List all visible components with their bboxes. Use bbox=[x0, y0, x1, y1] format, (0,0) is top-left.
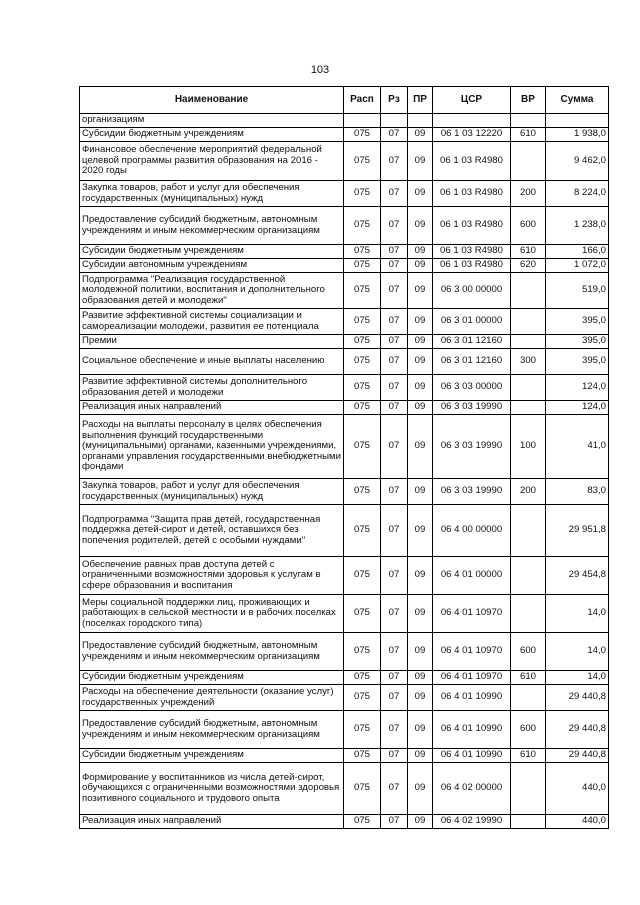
table-row bbox=[80, 335, 609, 349]
cell-vr: 300 bbox=[511, 349, 546, 375]
table-row bbox=[80, 815, 609, 829]
cell-rasp: 075 bbox=[344, 207, 381, 245]
cell-csr: 06 4 01 10990 bbox=[433, 711, 511, 749]
cell-sum: 1 238,0 bbox=[546, 207, 609, 245]
cell-csr bbox=[433, 114, 511, 128]
cell-rasp: 075 bbox=[344, 128, 381, 142]
table-row bbox=[80, 557, 609, 595]
cell-csr: 06 1 03 R4980 bbox=[433, 142, 511, 181]
cell-rz: 07 bbox=[381, 375, 408, 401]
table-row bbox=[80, 114, 609, 128]
cell-vr bbox=[511, 375, 546, 401]
cell-sum: 440,0 bbox=[546, 763, 609, 815]
cell-pr: 09 bbox=[408, 245, 433, 259]
cell-vr bbox=[511, 685, 546, 711]
cell-name: Премии bbox=[80, 335, 344, 349]
cell-name: организациям bbox=[80, 114, 344, 128]
cell-rasp: 075 bbox=[344, 309, 381, 335]
cell-name: Субсидии бюджетным учреждениям bbox=[80, 749, 344, 763]
cell-sum: 395,0 bbox=[546, 309, 609, 335]
cell-rasp: 075 bbox=[344, 685, 381, 711]
header-pr: ПР bbox=[408, 87, 433, 114]
cell-name: Меры социальной поддержки лиц, проживающих и работающих в сельской местности и в рабочих поселках (поселках городского типа) bbox=[80, 595, 344, 633]
cell-rasp: 075 bbox=[344, 273, 381, 309]
cell-rz: 07 bbox=[381, 685, 408, 711]
header-sum: Сумма bbox=[546, 87, 609, 114]
budget-table bbox=[79, 86, 609, 829]
cell-rz: 07 bbox=[381, 505, 408, 557]
cell-vr bbox=[511, 557, 546, 595]
cell-rasp: 075 bbox=[344, 763, 381, 815]
cell-rasp: 075 bbox=[344, 415, 381, 479]
cell-csr: 06 4 02 19990 bbox=[433, 815, 511, 829]
cell-csr: 06 3 01 00000 bbox=[433, 309, 511, 335]
cell-vr bbox=[511, 309, 546, 335]
cell-rasp: 075 bbox=[344, 401, 381, 415]
table-row bbox=[80, 505, 609, 557]
cell-csr: 06 3 03 00000 bbox=[433, 375, 511, 401]
cell-vr: 610 bbox=[511, 245, 546, 259]
cell-csr: 06 3 03 19990 bbox=[433, 479, 511, 505]
cell-vr bbox=[511, 114, 546, 128]
cell-pr: 09 bbox=[408, 633, 433, 671]
cell-name: Подпрограмма "Защита прав детей, государственная поддержка детей-сирот и детей, оставшихся без попечения родителей, детей с особыми нуждами" bbox=[80, 505, 344, 557]
table-row bbox=[80, 273, 609, 309]
cell-rasp: 075 bbox=[344, 349, 381, 375]
cell-vr: 600 bbox=[511, 207, 546, 245]
header-csr: ЦСР bbox=[433, 87, 511, 114]
cell-vr: 600 bbox=[511, 711, 546, 749]
cell-pr: 09 bbox=[408, 207, 433, 245]
cell-name: Субсидии бюджетным учреждениям bbox=[80, 128, 344, 142]
cell-name: Предоставление субсидий бюджетным, автономным учреждениям и иным некоммерческим организациям bbox=[80, 207, 344, 245]
cell-rasp: 075 bbox=[344, 557, 381, 595]
table-row bbox=[80, 207, 609, 245]
cell-csr: 06 3 03 19990 bbox=[433, 415, 511, 479]
table-row bbox=[80, 181, 609, 207]
table-row bbox=[80, 633, 609, 671]
cell-vr: 610 bbox=[511, 128, 546, 142]
table-row bbox=[80, 685, 609, 711]
cell-rz: 07 bbox=[381, 749, 408, 763]
cell-pr: 09 bbox=[408, 685, 433, 711]
cell-sum: 14,0 bbox=[546, 671, 609, 685]
cell-rz: 07 bbox=[381, 207, 408, 245]
cell-sum: 14,0 bbox=[546, 595, 609, 633]
cell-name: Развитие эффективной системы социализации и самореализации молодежи, развития ее потенциала bbox=[80, 309, 344, 335]
cell-pr: 09 bbox=[408, 763, 433, 815]
cell-rasp: 075 bbox=[344, 815, 381, 829]
cell-vr: 620 bbox=[511, 259, 546, 273]
cell-rz: 07 bbox=[381, 557, 408, 595]
cell-vr bbox=[511, 273, 546, 309]
cell-pr: 09 bbox=[408, 415, 433, 479]
cell-csr: 06 1 03 R4980 bbox=[433, 245, 511, 259]
table-row bbox=[80, 711, 609, 749]
cell-sum: 440,0 bbox=[546, 815, 609, 829]
cell-sum: 9 462,0 bbox=[546, 142, 609, 181]
cell-sum: 83,0 bbox=[546, 479, 609, 505]
cell-rz bbox=[381, 114, 408, 128]
cell-name: Закупка товаров, работ и услуг для обеспечения государственных (муниципальных) нужд bbox=[80, 479, 344, 505]
cell-sum bbox=[546, 114, 609, 128]
cell-pr: 09 bbox=[408, 309, 433, 335]
cell-pr bbox=[408, 114, 433, 128]
cell-rz: 07 bbox=[381, 633, 408, 671]
table-row bbox=[80, 479, 609, 505]
cell-pr: 09 bbox=[408, 595, 433, 633]
cell-sum: 8 224,0 bbox=[546, 181, 609, 207]
header-rasp: Расп bbox=[344, 87, 381, 114]
cell-rasp: 075 bbox=[344, 259, 381, 273]
cell-rz: 07 bbox=[381, 245, 408, 259]
cell-csr: 06 3 01 12160 bbox=[433, 335, 511, 349]
table-row bbox=[80, 749, 609, 763]
header-vr: ВР bbox=[511, 87, 546, 114]
cell-sum: 395,0 bbox=[546, 335, 609, 349]
cell-csr: 06 3 03 19990 bbox=[433, 401, 511, 415]
cell-vr: 610 bbox=[511, 749, 546, 763]
cell-name: Расходы на выплаты персоналу в целях обеспечения выполнения функций государственными (муниципальными) органами, казенными учреждениями, органами управления государственными внебюджетными фондами bbox=[80, 415, 344, 479]
cell-rz: 07 bbox=[381, 142, 408, 181]
table-row bbox=[80, 401, 609, 415]
cell-name: Развитие эффективной системы дополнительного образования детей и молодежи bbox=[80, 375, 344, 401]
cell-sum: 14,0 bbox=[546, 633, 609, 671]
cell-pr: 09 bbox=[408, 557, 433, 595]
cell-name: Субсидии бюджетным учреждениям bbox=[80, 671, 344, 685]
cell-vr: 610 bbox=[511, 671, 546, 685]
cell-name: Реализация иных направлений bbox=[80, 401, 344, 415]
cell-pr: 09 bbox=[408, 375, 433, 401]
cell-pr: 09 bbox=[408, 273, 433, 309]
cell-rz: 07 bbox=[381, 815, 408, 829]
cell-sum: 29 454,8 bbox=[546, 557, 609, 595]
cell-sum: 29 440,8 bbox=[546, 685, 609, 711]
cell-rz: 07 bbox=[381, 671, 408, 685]
cell-csr: 06 1 03 R4980 bbox=[433, 207, 511, 245]
cell-pr: 09 bbox=[408, 259, 433, 273]
table-row bbox=[80, 309, 609, 335]
table-body bbox=[80, 114, 609, 829]
table-row bbox=[80, 671, 609, 685]
cell-rasp: 075 bbox=[344, 711, 381, 749]
cell-csr: 06 4 01 00000 bbox=[433, 557, 511, 595]
cell-rz: 07 bbox=[381, 309, 408, 335]
cell-sum: 124,0 bbox=[546, 375, 609, 401]
cell-csr: 06 3 00 00000 bbox=[433, 273, 511, 309]
header-name: Наименование bbox=[80, 87, 344, 114]
cell-csr: 06 1 03 R4980 bbox=[433, 181, 511, 207]
cell-name: Реализация иных направлений bbox=[80, 815, 344, 829]
cell-vr bbox=[511, 335, 546, 349]
cell-sum: 1 938,0 bbox=[546, 128, 609, 142]
cell-pr: 09 bbox=[408, 401, 433, 415]
cell-rz: 07 bbox=[381, 711, 408, 749]
cell-name: Формирование у воспитанников из числа детей-сирот, обучающихся с ограниченными возможностями здоровья позитивного социального и трудового опыта bbox=[80, 763, 344, 815]
cell-csr: 06 4 01 10990 bbox=[433, 685, 511, 711]
cell-csr: 06 3 01 12160 bbox=[433, 349, 511, 375]
cell-csr: 06 4 01 10990 bbox=[433, 749, 511, 763]
cell-rasp: 075 bbox=[344, 633, 381, 671]
cell-sum: 29 440,8 bbox=[546, 711, 609, 749]
cell-name: Расходы на обеспечение деятельности (оказание услуг) государственных учреждений bbox=[80, 685, 344, 711]
cell-rasp: 075 bbox=[344, 181, 381, 207]
table-row bbox=[80, 349, 609, 375]
table-row bbox=[80, 245, 609, 259]
cell-sum: 29 440,8 bbox=[546, 749, 609, 763]
cell-name: Социальное обеспечение и иные выплаты населению bbox=[80, 349, 344, 375]
cell-vr bbox=[511, 815, 546, 829]
cell-rz: 07 bbox=[381, 128, 408, 142]
cell-rasp: 075 bbox=[344, 595, 381, 633]
cell-vr: 100 bbox=[511, 415, 546, 479]
cell-rasp: 075 bbox=[344, 375, 381, 401]
cell-rz: 07 bbox=[381, 181, 408, 207]
table-row bbox=[80, 415, 609, 479]
table-row bbox=[80, 763, 609, 815]
cell-rasp: 075 bbox=[344, 749, 381, 763]
cell-pr: 09 bbox=[408, 335, 433, 349]
cell-vr: 200 bbox=[511, 181, 546, 207]
cell-rz: 07 bbox=[381, 349, 408, 375]
cell-sum: 519,0 bbox=[546, 273, 609, 309]
cell-name: Подпрограмма "Реализация государственной молодежной политики, воспитания и дополнительного образования детей и молодежи" bbox=[80, 273, 344, 309]
cell-rz: 07 bbox=[381, 273, 408, 309]
cell-rasp: 075 bbox=[344, 505, 381, 557]
cell-vr bbox=[511, 763, 546, 815]
cell-pr: 09 bbox=[408, 711, 433, 749]
cell-csr: 06 1 03 12220 bbox=[433, 128, 511, 142]
cell-rasp: 075 bbox=[344, 671, 381, 685]
cell-pr: 09 bbox=[408, 671, 433, 685]
table-row bbox=[80, 375, 609, 401]
cell-csr: 06 4 01 10970 bbox=[433, 633, 511, 671]
table-row bbox=[80, 259, 609, 273]
cell-name: Закупка товаров, работ и услуг для обеспечения государственных (муниципальных) нужд bbox=[80, 181, 344, 207]
cell-csr: 06 4 02 00000 bbox=[433, 763, 511, 815]
cell-name: Субсидии бюджетным учреждениям bbox=[80, 245, 344, 259]
cell-pr: 09 bbox=[408, 142, 433, 181]
cell-pr: 09 bbox=[408, 349, 433, 375]
cell-vr bbox=[511, 142, 546, 181]
cell-rasp: 075 bbox=[344, 245, 381, 259]
cell-vr bbox=[511, 595, 546, 633]
cell-sum: 1 072,0 bbox=[546, 259, 609, 273]
cell-rz: 07 bbox=[381, 595, 408, 633]
table-row bbox=[80, 142, 609, 181]
cell-rz: 07 bbox=[381, 259, 408, 273]
cell-rz: 07 bbox=[381, 401, 408, 415]
cell-pr: 09 bbox=[408, 128, 433, 142]
cell-vr: 200 bbox=[511, 479, 546, 505]
cell-csr: 06 4 01 10970 bbox=[433, 595, 511, 633]
cell-name: Субсидии автономным учреждениям bbox=[80, 259, 344, 273]
cell-name: Предоставление субсидий бюджетным, автономным учреждениям и иным некоммерческим организациям bbox=[80, 633, 344, 671]
cell-sum: 395,0 bbox=[546, 349, 609, 375]
cell-rasp: 075 bbox=[344, 142, 381, 181]
cell-csr: 06 1 03 R4980 bbox=[433, 259, 511, 273]
cell-rz: 07 bbox=[381, 763, 408, 815]
table-header-row bbox=[80, 87, 609, 114]
cell-sum: 166,0 bbox=[546, 245, 609, 259]
cell-name: Предоставление субсидий бюджетным, автономным учреждениям и иным некоммерческим организациям bbox=[80, 711, 344, 749]
cell-pr: 09 bbox=[408, 181, 433, 207]
cell-rz: 07 bbox=[381, 335, 408, 349]
cell-rz: 07 bbox=[381, 415, 408, 479]
cell-name: Обеспечение равных прав доступа детей с ограниченными возможностями здоровья к услугам в сфере образования и воспитания bbox=[80, 557, 344, 595]
cell-rasp: 075 bbox=[344, 335, 381, 349]
cell-pr: 09 bbox=[408, 749, 433, 763]
cell-rz: 07 bbox=[381, 479, 408, 505]
table-row bbox=[80, 595, 609, 633]
cell-rasp bbox=[344, 114, 381, 128]
cell-pr: 09 bbox=[408, 505, 433, 557]
cell-csr: 06 4 01 10970 bbox=[433, 671, 511, 685]
cell-csr: 06 4 00 00000 bbox=[433, 505, 511, 557]
cell-rasp: 075 bbox=[344, 479, 381, 505]
cell-vr: 600 bbox=[511, 633, 546, 671]
cell-pr: 09 bbox=[408, 815, 433, 829]
cell-name: Финансовое обеспечение мероприятий федеральной целевой программы развития образования на 2016 - 2020 годы bbox=[80, 142, 344, 181]
table-row bbox=[80, 128, 609, 142]
cell-sum: 41,0 bbox=[546, 415, 609, 479]
page-number: 103 bbox=[310, 64, 330, 76]
cell-vr bbox=[511, 401, 546, 415]
cell-sum: 124,0 bbox=[546, 401, 609, 415]
cell-pr: 09 bbox=[408, 479, 433, 505]
cell-sum: 29 951,8 bbox=[546, 505, 609, 557]
cell-vr bbox=[511, 505, 546, 557]
header-rz: Рз bbox=[381, 87, 408, 114]
